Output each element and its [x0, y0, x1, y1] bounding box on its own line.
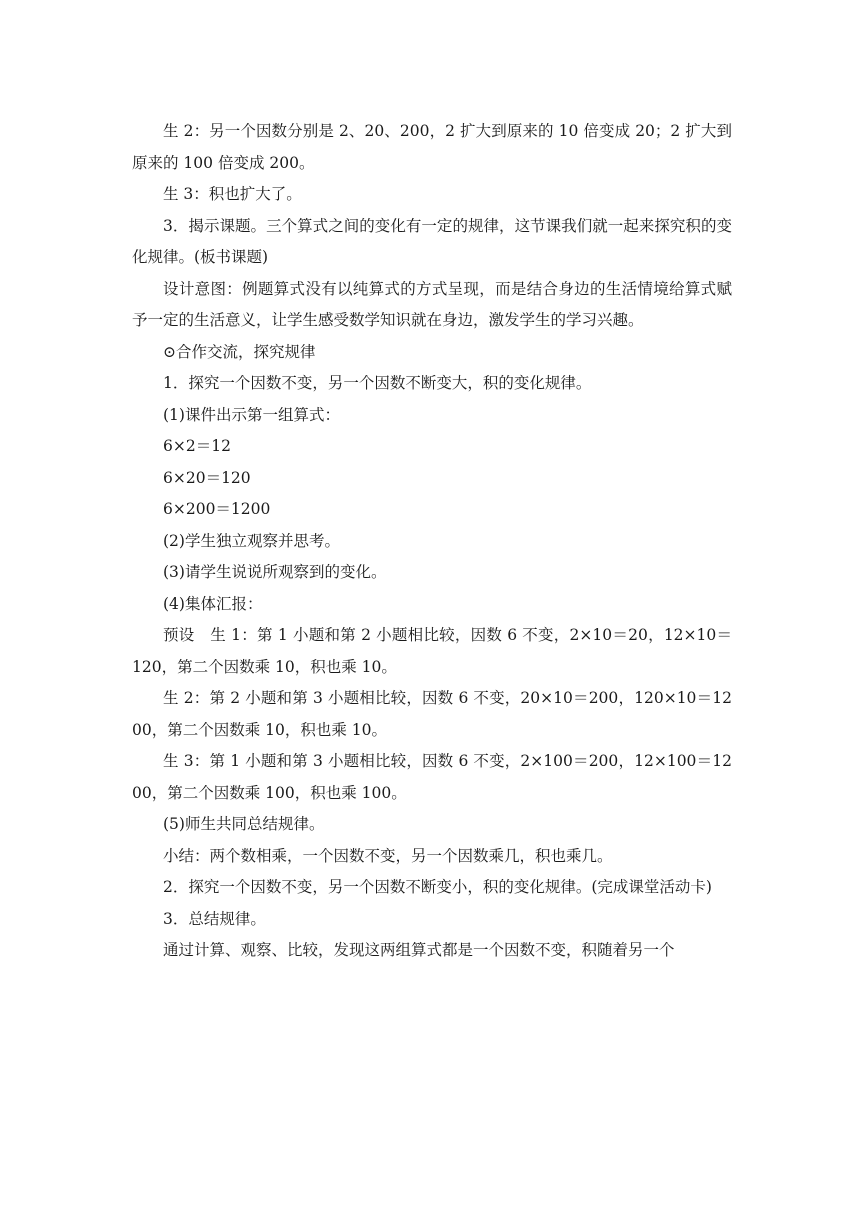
equation-3: 6×200＝1200 [163, 500, 271, 518]
paragraph-through-calculation: 通过计算、观察、比较，发现这两组算式都是一个因数不变，积随着另一个 [163, 941, 675, 959]
paragraph-explore-increase: 1．探究一个因数不变，另一个因数不断变大，积的变化规律。 [163, 374, 592, 392]
paragraph-student3-answer: 生 3：积也扩大了。 [163, 185, 302, 203]
paragraph-preset-student1: 预设 生 1：第 1 小题和第 2 小题相比较，因数 6 不变，2×10＝20，12×10＝120，第二个因数乘 10，积也乘 10。 [132, 626, 732, 676]
equation-1: 6×2＝12 [163, 437, 231, 455]
equation-2: 6×20＝120 [163, 468, 251, 487]
paragraph-design-intent: 设计意图：例题算式没有以纯算式的方式呈现，而是结合身边的生活情境给算式赋予一定的生活意义，让学生感受数学知识就在身边，激发学生的学习兴趣。 [132, 279, 732, 329]
paragraph-observe: (2)学生独立观察并思考。 [163, 531, 340, 550]
paragraph-explore-decrease: 2．探究一个因数不变，另一个因数不断变小，积的变化规律。(完成课堂活动卡) [163, 878, 712, 896]
section-heading-cooperate: ⊙合作交流，探究规律 [163, 342, 316, 361]
paragraph-reveal-topic: 3．揭示课题。三个算式之间的变化有一定的规律，这节课我们就一起来探究积的变化规律。(板书课题) [132, 216, 732, 266]
paragraph-describe: (3)请学生说说所观察到的变化。 [163, 563, 387, 581]
paragraph-report: (4)集体汇报： [163, 594, 263, 613]
paragraph-preset-student2: 生 2：第 2 小题和第 3 小题相比较，因数 6 不变，20×10＝200，120×10＝1200，第二个因数乘 10，积也乘 10。 [132, 689, 732, 739]
paragraph-first-group: (1)课件出示第一组算式： [163, 405, 340, 424]
paragraph-summary: 小结：两个数相乘，一个因数不变，另一个因数乘几，积也乘几。 [163, 846, 613, 865]
document-body [132, 116, 732, 967]
paragraph-conclude-rule: 3．总结规律。 [163, 909, 266, 928]
paragraph-student2-answer: 生 2：另一个因数分别是 2、20、200，2 扩大到原来的 10 倍变成 20；2 扩大到原来的 100 倍变成 200。 [132, 122, 732, 172]
paragraph-preset-student3: 生 3：第 1 小题和第 3 小题相比较，因数 6 不变，2×100＝200，12×100＝1200，第二个因数乘 100，积也乘 100。 [132, 752, 732, 802]
paragraph-summarize: (5)师生共同总结规律。 [163, 815, 325, 833]
